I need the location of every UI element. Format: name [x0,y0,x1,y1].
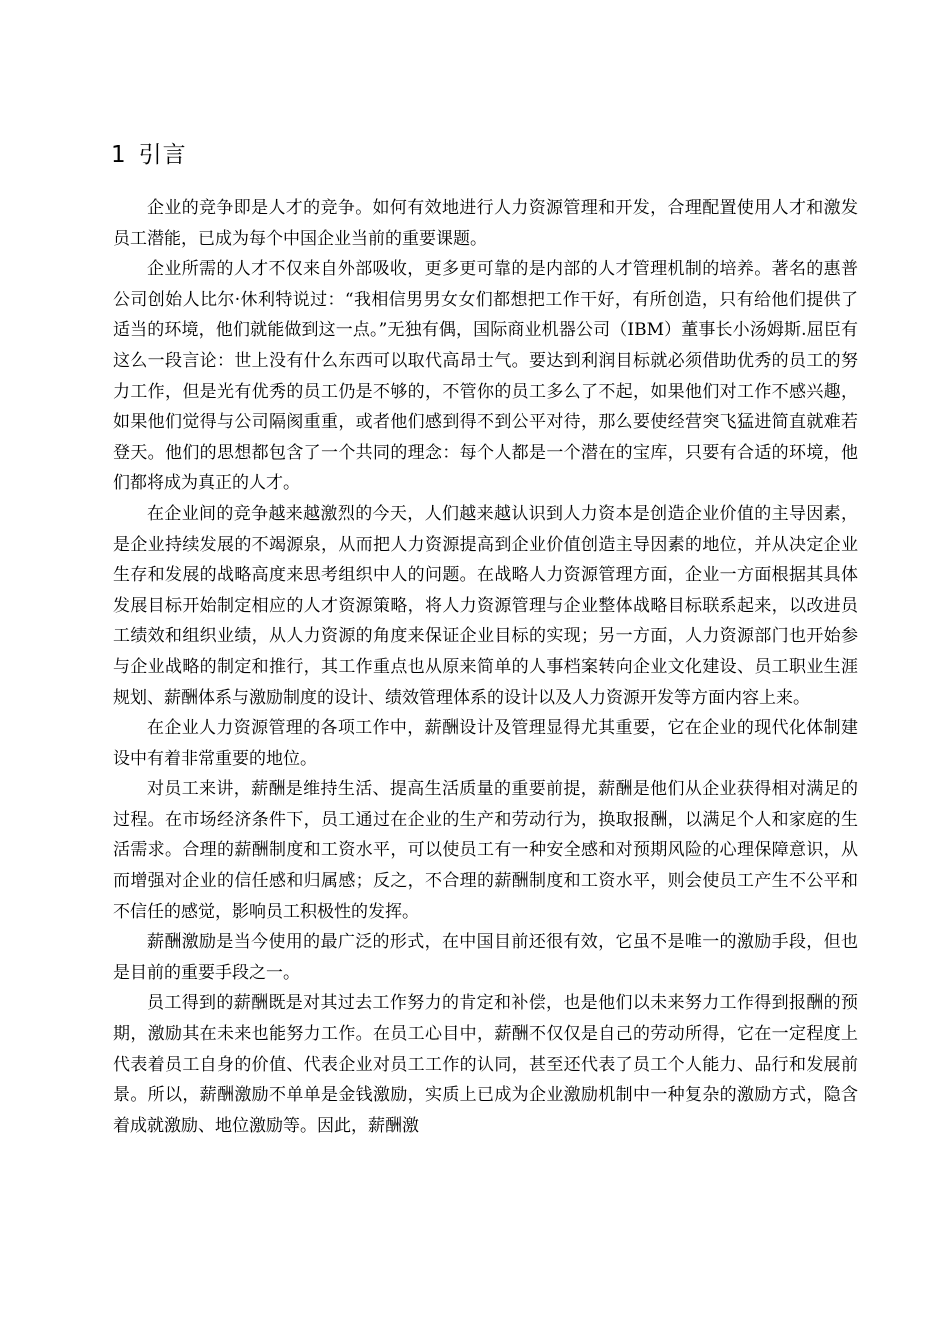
paragraph: 企业所需的人才不仅来自外部吸收，更多更可靠的是内部的人才管理机制的培养。著名的惠普公司创始人比尔·休利特说过：“我相信男男女女们都想把工作干好，有所创造，只有给他们提供了适当的环境，他们就能做到这一点。”无独有偶，国际商业机器公司（IBM）董事长小汤姆斯.屈臣有这么一段言论：世上没有什么东西可以取代高昂士气。要达到利润目标就必须借助优秀的员工的努力工作，但是光有优秀的员工仍是不够的，不管你的员工多么了不起，如果他们对工作不感兴趣，如果他们觉得与公司隔阂重重，或者他们感到得不到公平对待，那么要使经营突飞猛进简直就难若登天。他们的思想都包含了一个共同的理念：每个人都是一个潜在的宝库，只要有合适的环境，他们都将成为真正的人才。 [113,259,858,494]
paragraph: 在企业人力资源管理的各项工作中，薪酬设计及管理显得尤其重要，它在企业的现代化体制建设中有着非常重要的地位。 [113,718,858,769]
section-heading [111,136,187,169]
section-number: 1 [111,142,127,168]
paragraph: 在企业间的竞争越来越激烈的今天，人们越来越认识到人力资本是创造企业价值的主导因素，是企业持续发展的不竭源泉，从而把人力资源提高到企业价值创造主导因素的地位，并从决定企业生存和发展的战略高度来思考组织中人的问题。在战略人力资源管理方面，企业一方面根据其具体发展目标开始制定相应的人才资源策略，将人力资源管理与企业整体战略目标联系起来，以改进员工绩效和组织业绩，从人力资源的角度来保证企业目标的实现；另一方面，人力资源部门也开始参与企业战略的制定和推行，其工作重点也从原来简单的人事档案转向企业文化建设、员工职业生涯规划、薪酬体系与激励制度的设计、绩效管理体系的设计以及人力资源开发等方面内容上来。 [113,503,858,708]
paragraph: 对员工来讲，薪酬是维持生活、提高生活质量的重要前提，薪酬是他们从企业获得相对满足的过程。在市场经济条件下，员工通过在企业的生产和劳动行为，换取报酬，以满足个人和家庭的生活需求。合理的薪酬制度和工资水平，可以使员工有一种安全感和对预期风险的心理保障意识，从而增强对企业的信任感和归属感；反之，不合理的薪酬制度和工资水平，则会使员工产生不公平和不信任的感觉，影响员工积极性的发挥。 [113,779,858,922]
paragraph: 员工得到的薪酬既是对其过去工作努力的肯定和补偿，也是他们以未来努力工作得到报酬的预期，激励其在未来也能努力工作。在员工心目中，薪酬不仅仅是自己的劳动所得，它在一定程度上代表着员工自身的价值、代表企业对员工工作的认同，甚至还代表了员工个人能力、品行和发展前景。所以，薪酬激励不单单是金钱激励，实质上已成为企业激励机制中一种复杂的激励方式，隐含着成就激励、地位激励等。因此，薪酬激 [113,993,858,1136]
paragraph: 薪酬激励是当今使用的最广泛的形式，在中国目前还很有效，它虽不是唯一的激励手段，但也是目前的重要手段之一。 [113,932,858,983]
section-title: 引言 [138,142,187,168]
paragraph: 企业的竞争即是人才的竞争。如何有效地进行人力资源管理和开发，合理配置使用人才和激发员工潜能，已成为每个中国企业当前的重要课题。 [113,198,858,249]
body-text [113,193,858,1141]
